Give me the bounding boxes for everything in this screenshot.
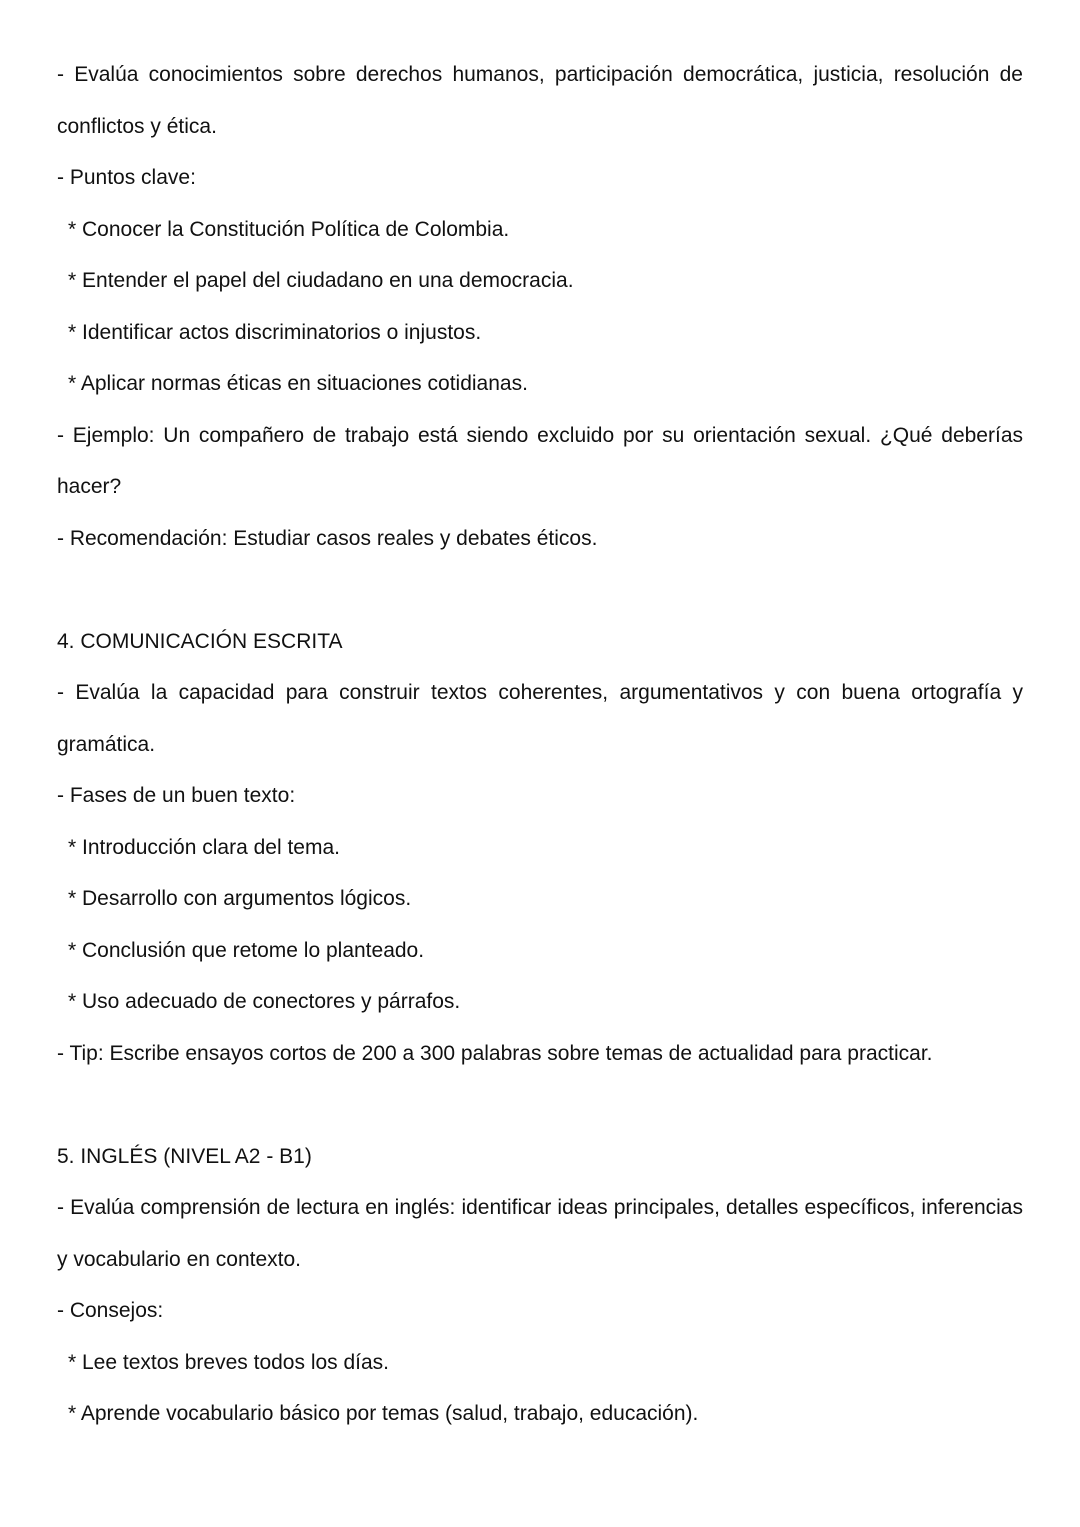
section3-key-points-label: - Puntos clave: — [57, 166, 196, 189]
section5-heading: 5. INGLÉS (NIVEL A2 - B1) — [57, 1144, 312, 1168]
section5-advice-item: * Lee textos breves todos los días. — [68, 1350, 390, 1374]
section3-example: - Ejemplo: Un compañero de trabajo está siendo excluido por su orientación sexual. ¿Qué deberías hacer? — [57, 423, 1023, 498]
section4-description: - Evalúa la capacidad para construir textos coherentes, argumentativos y con buena ortografía y gramática. — [57, 681, 1023, 756]
section3-key-point: * Conocer la Constitución Política de Colombia. — [68, 217, 510, 241]
section4-phase: * Introducción clara del tema. — [68, 835, 340, 859]
section4-phase: * Conclusión que retome lo planteado. — [68, 938, 425, 962]
section4-phase: * Desarrollo con argumentos lógicos. — [68, 887, 412, 910]
section5-description: - Evalúa comprensión de lectura en inglés: identificar ideas principales, detalles específicos, inferencias y vocabulario en contexto. — [57, 1196, 1023, 1271]
document-page — [57, 49, 1023, 1440]
section-gap — [57, 1079, 1023, 1131]
section4-heading: 4. COMUNICACIÓN ESCRITA — [57, 629, 343, 653]
section3-key-point: * Aplicar normas éticas en situaciones cotidianas. — [68, 372, 528, 395]
section4-phase: * Uso adecuado de conectores y párrafos. — [68, 990, 461, 1013]
section4-phases-label: - Fases de un buen texto: — [57, 784, 296, 807]
section3-recommendation: - Recomendación: Estudiar casos reales y debates éticos. — [57, 526, 598, 550]
section5-advice-item: * Aprende vocabulario básico por temas (salud, trabajo, educación). — [68, 1402, 699, 1425]
section3-key-point: * Entender el papel del ciudadano en una democracia. — [68, 269, 574, 292]
section-gap — [57, 564, 1023, 616]
section4-tip: - Tip: Escribe ensayos cortos de 200 a 300 palabras sobre temas de actualidad para practicar. — [57, 1041, 933, 1065]
section3-key-point: * Identificar actos discriminatorios o injustos. — [68, 320, 482, 344]
section5-advice-label: - Consejos: — [57, 1299, 164, 1322]
section3-description: - Evalúa conocimientos sobre derechos humanos, participación democrática, justicia, resolución de conflictos y ética. — [57, 63, 1023, 138]
